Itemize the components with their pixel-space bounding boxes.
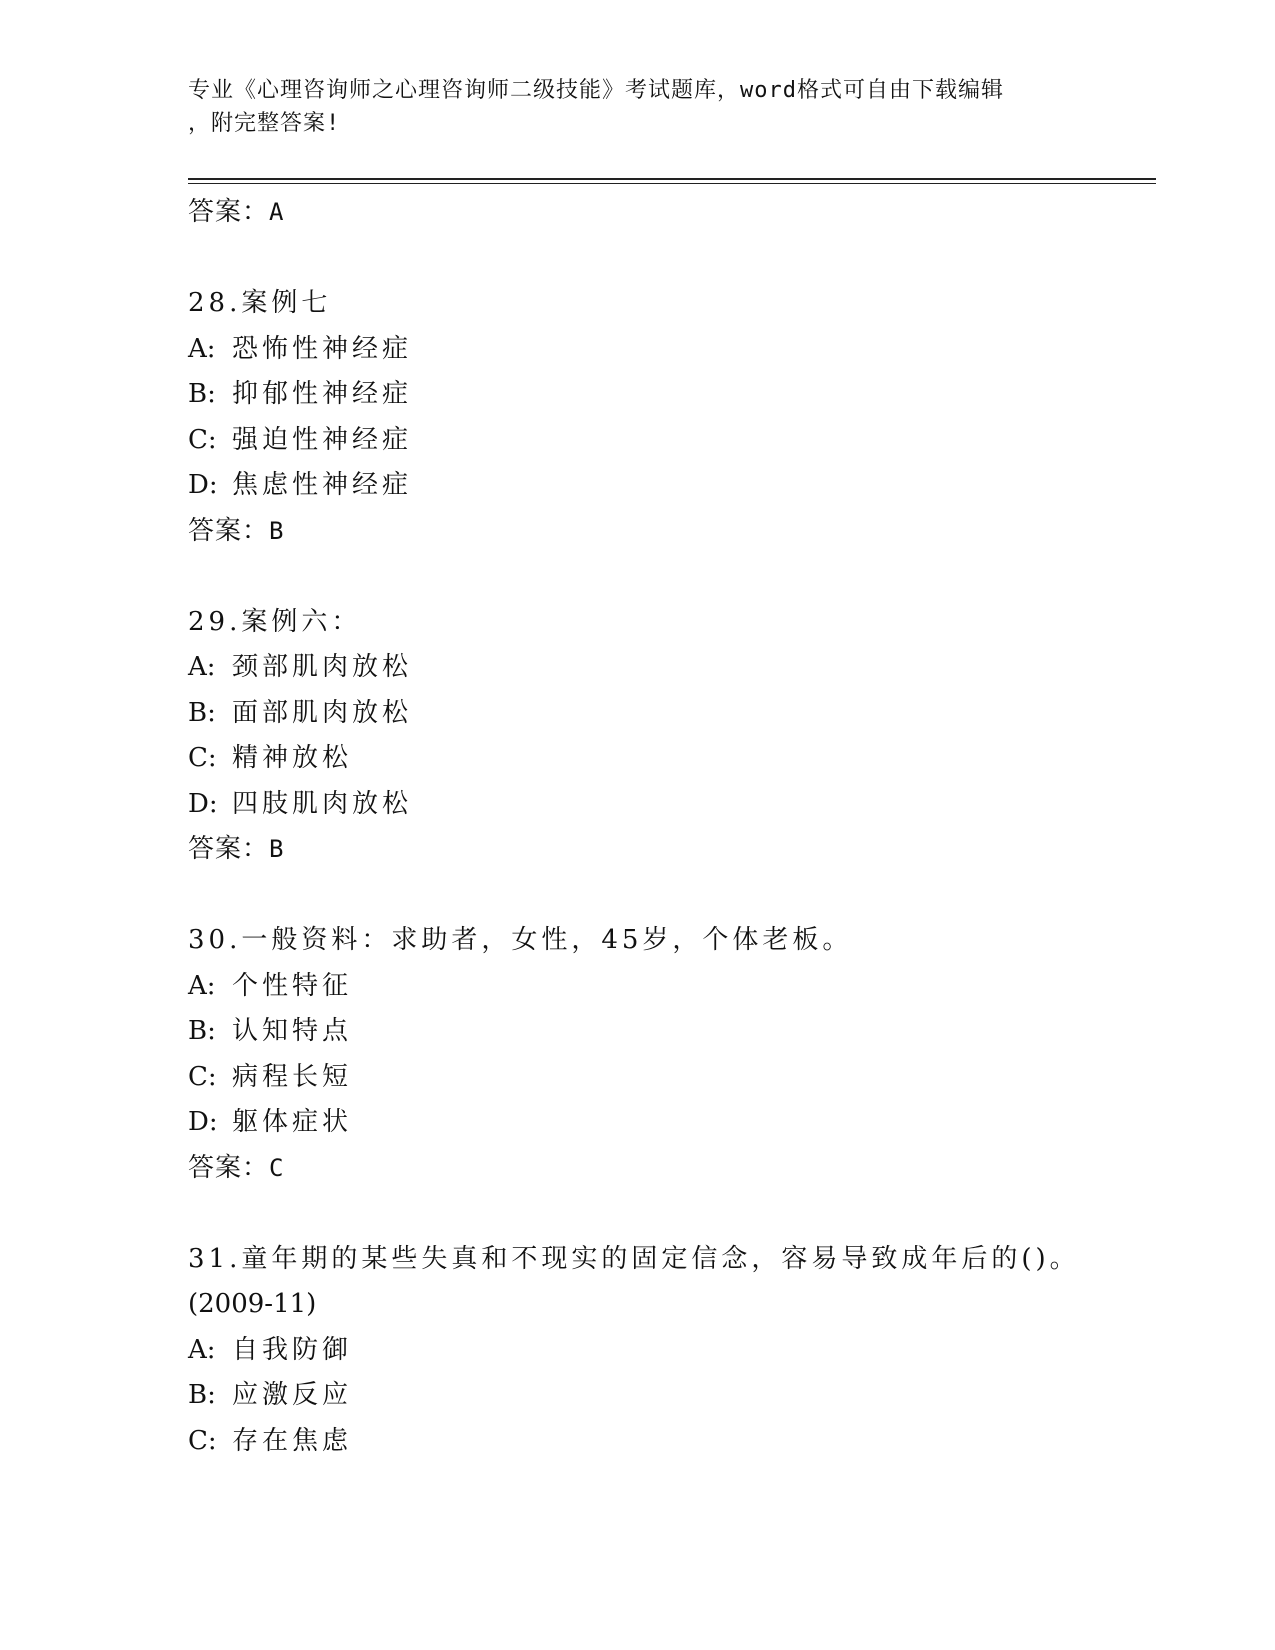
spacer — [188, 235, 1148, 281]
option-letter: D: — [188, 1107, 218, 1137]
option-c — [188, 1055, 1148, 1101]
option-b — [188, 372, 1148, 418]
option-letter: B: — [188, 1016, 216, 1046]
question-stem: 28.案例七 — [188, 288, 332, 318]
document-header — [188, 74, 1068, 140]
answer-key: A — [269, 198, 285, 226]
answer-label: 答案： — [188, 197, 270, 227]
spacer — [188, 1191, 1148, 1237]
option-d — [188, 1100, 1148, 1146]
option-c — [188, 736, 1148, 782]
option-a — [188, 1328, 1148, 1374]
answer-key: B — [269, 835, 285, 863]
option-b — [188, 1009, 1148, 1055]
answer-line — [188, 827, 1148, 872]
option-b — [188, 1373, 1148, 1419]
option-a — [188, 645, 1148, 691]
option-b — [188, 691, 1148, 737]
option-text: 面部肌肉放松 — [232, 697, 413, 728]
option-letter: C: — [188, 1425, 217, 1456]
answer-line — [188, 1146, 1148, 1191]
header-divider-thin — [188, 183, 1156, 184]
option-text: 病程长短 — [232, 1061, 353, 1092]
option-letter: C: — [188, 743, 217, 773]
answer-key: B — [269, 516, 285, 545]
answer-label: 答案： — [188, 834, 270, 864]
option-a — [188, 964, 1148, 1010]
option-text: 躯体症状 — [232, 1107, 353, 1137]
question-block — [188, 600, 1148, 873]
question-block — [188, 1237, 1148, 1465]
option-text: 应激反应 — [232, 1380, 353, 1410]
question-block — [188, 918, 1148, 1191]
option-d — [188, 782, 1148, 828]
question-stem-continued: (2009-11) — [188, 1289, 317, 1319]
option-letter: A: — [188, 970, 216, 1001]
option-letter: C: — [188, 1061, 217, 1092]
header-divider-thick — [188, 178, 1156, 180]
option-text: 自我防御 — [232, 1334, 353, 1365]
answer-line — [188, 190, 1148, 235]
option-text: 颈部肌肉放松 — [232, 652, 413, 682]
question-stem: 30.一般资料：求助者，女性，45岁，个体老板。 — [188, 925, 853, 955]
question-list — [188, 190, 1148, 1464]
option-c — [188, 1419, 1148, 1465]
answer-key: C — [269, 1153, 285, 1182]
option-text: 认知特点 — [232, 1016, 353, 1046]
option-letter: D: — [188, 788, 218, 819]
answer-line — [188, 509, 1148, 554]
header-line-1: 专业《心理咨询师之心理咨询师二级技能》考试题库，word格式可自由下载编辑 — [188, 78, 1004, 103]
option-letter: A: — [188, 333, 216, 364]
option-text: 存在焦虑 — [232, 1425, 353, 1456]
option-letter: B: — [188, 379, 216, 409]
answer-label: 答案： — [188, 515, 270, 546]
option-text: 四肢肌肉放松 — [232, 788, 413, 819]
option-c — [188, 418, 1148, 464]
option-letter: B: — [188, 697, 216, 728]
option-letter: A: — [188, 1334, 216, 1365]
option-text: 恐怖性神经症 — [232, 333, 413, 364]
question-block — [188, 281, 1148, 554]
header-line-2: ，附完整答案! — [188, 111, 341, 136]
option-text: 抑郁性神经症 — [232, 379, 413, 409]
spacer — [188, 872, 1148, 918]
option-letter: A: — [188, 652, 216, 682]
option-d — [188, 463, 1148, 509]
option-letter: C: — [188, 424, 217, 455]
answer-label: 答案： — [188, 1152, 270, 1183]
option-text: 精神放松 — [232, 743, 353, 773]
option-a — [188, 327, 1148, 373]
option-text: 焦虑性神经症 — [232, 470, 413, 500]
question-stem: 29.案例六： — [188, 606, 362, 637]
option-letter: B: — [188, 1380, 216, 1410]
option-text: 强迫性神经症 — [232, 424, 413, 455]
spacer — [188, 554, 1148, 600]
option-letter: D: — [188, 470, 218, 500]
option-text: 个性特征 — [232, 970, 353, 1001]
question-stem: 31.童年期的某些失真和不现实的固定信念，容易导致成年后的()。 — [188, 1243, 1080, 1274]
